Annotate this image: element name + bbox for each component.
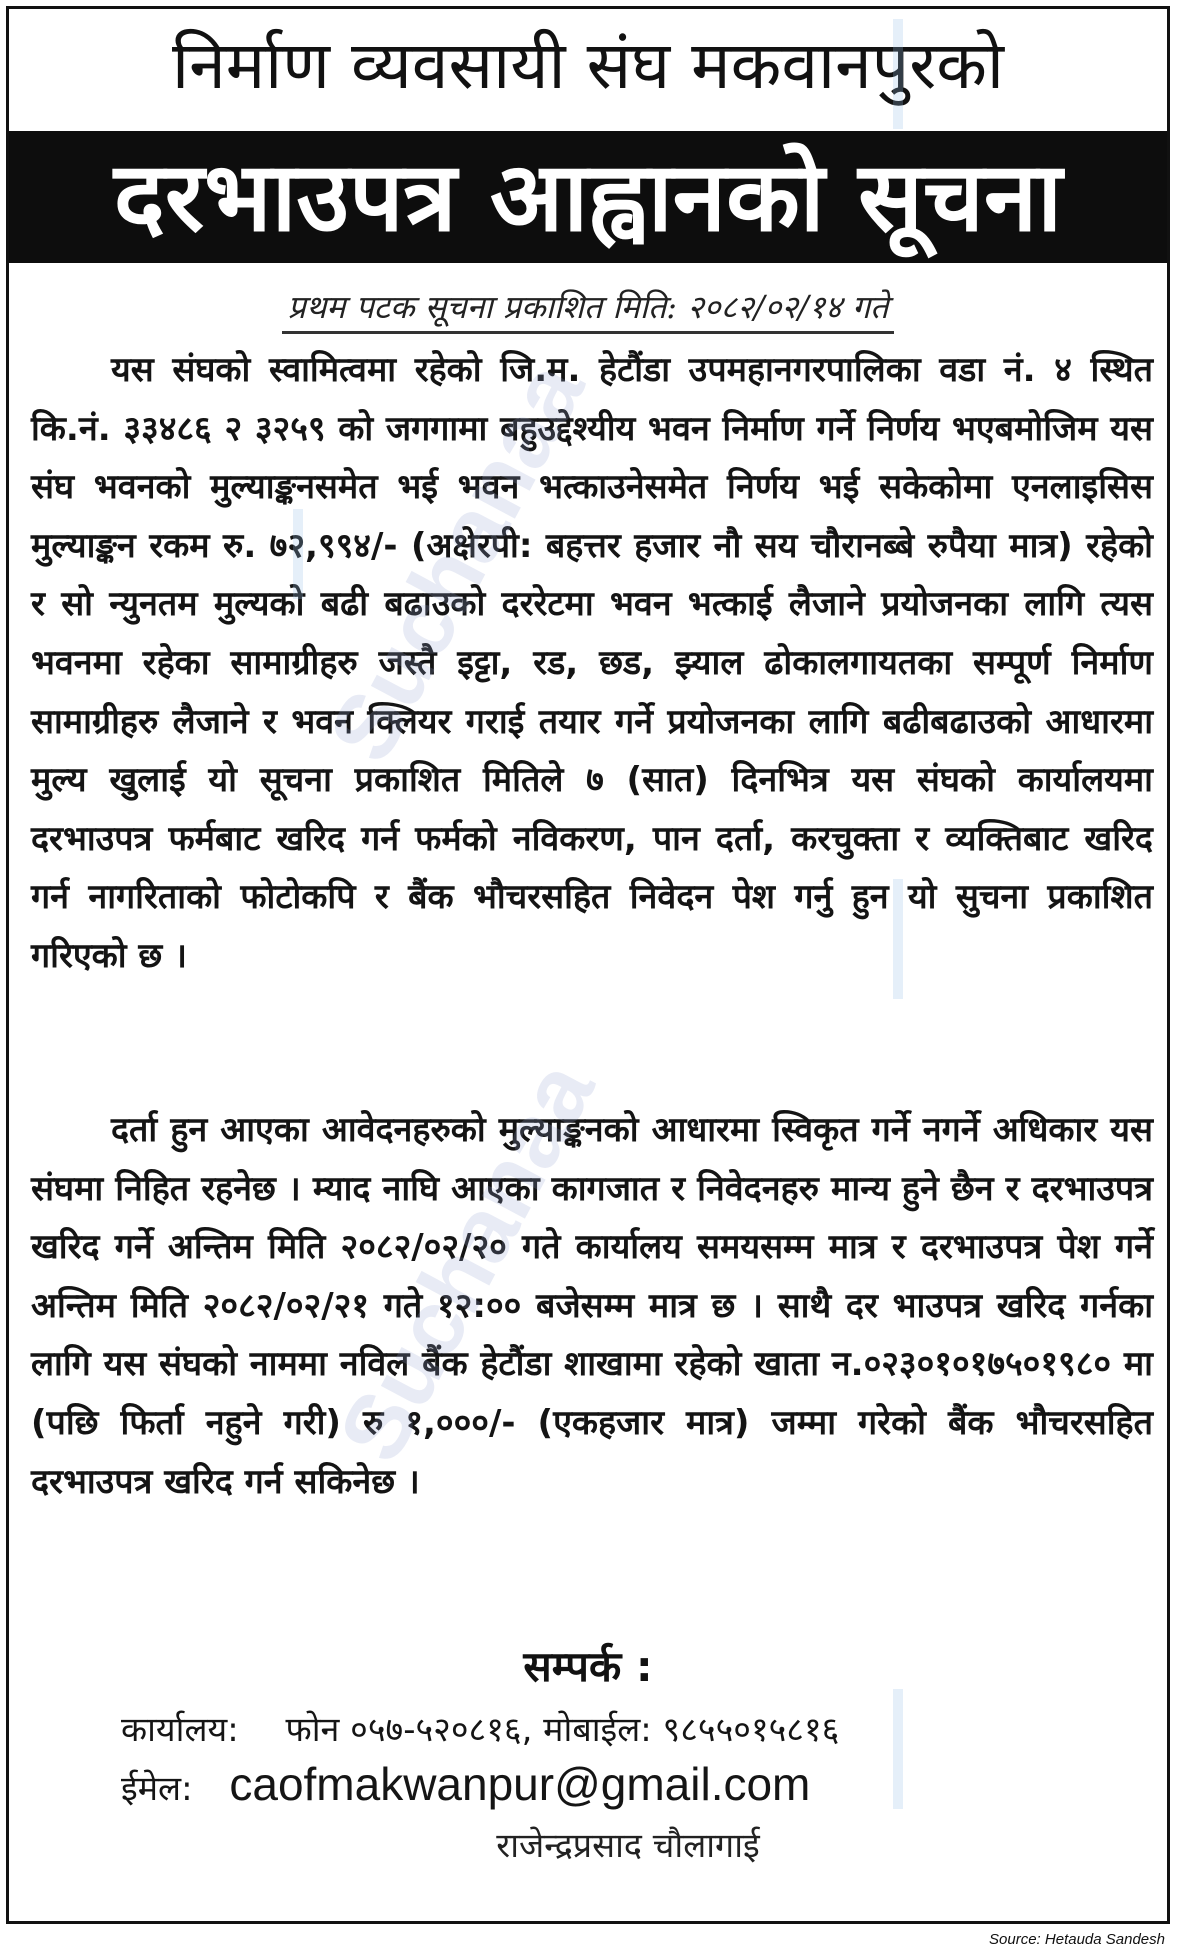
office-label: कार्यालय: bbox=[121, 1710, 239, 1750]
office-phone: फोन ०५७-५२०८१६, मोबाईल: ९८५५०१५८१६ bbox=[285, 1710, 840, 1750]
notice-paragraph-2 bbox=[31, 1101, 1153, 1511]
publication-date-line bbox=[9, 285, 1167, 334]
watermark-text-lower: Suchanaa bbox=[319, 1045, 614, 1478]
contact-heading: सम्पर्क : bbox=[523, 1642, 653, 1691]
source-credit: Source: Hetauda Sandesh bbox=[989, 1931, 1165, 1948]
paragraph-2-text: दर्ता हुन आएका आवेदनहरुको मुल्याङ्कनको आधारमा स्विकृत गर्ने नगर्ने अधिकार यस संघमा निहित रहनेछ । म्याद नाघि आएका कागजात र निवेदनहरु मान्य हुने छैन र दरभाउपत्र खरिद गर्ने अन्तिम मिति २०८२/०२/२० गते कार्यालय समयसम्म मात्र र दरभाउपत्र पेश गर्ने अन्तिम मिति २०८२/०२/२१ गते १२:०० बजेसम्म मात्र छ । साथै दर भाउपत्र खरिद गर्नका लागि यस संघको नाममा नविल बैंक हेटौंडा शाखामा रहेको खाता न.०२३०१०१७५०१९८० मा (पछि फिर्ता नहुने गरी) रु १,०००/- (एकहजार मात्र) जम्मा गरेको बैंक भौचरसहित दरभाउपत्र खरिद गर्न सकिनेछ । bbox=[31, 1110, 1153, 1502]
watermark-text: Suchanaa bbox=[309, 345, 604, 778]
office-contact-line bbox=[121, 1705, 839, 1755]
email-label: ईमेल: bbox=[121, 1769, 193, 1809]
signatory-name: राजेन्द्रप्रसाद चौलागाई bbox=[496, 1826, 760, 1866]
notice-banner-title: दरभाउपत्र आह्वानको सूचना bbox=[9, 131, 1167, 263]
email-address: caofmakwanpur@gmail.com bbox=[229, 1758, 811, 1810]
email-contact-line bbox=[121, 1759, 810, 1814]
notice-paragraph-1 bbox=[31, 341, 1153, 986]
watermark-stripe bbox=[893, 1689, 903, 1809]
paragraph-1-text: यस संघको स्वामित्वमा रहेको जि.म. हेटौंडा उपमहानगरपालिका वडा नं. ४ स्थित कि.नं. ३३४८६ २ ३२५९ को जगगामा बहुउद्देश्यीय भवन निर्माण गर्ने निर्णय भएबमोजिम यस संघ भवनको मुल्याङ्कनसमेत भई भवन भत्काउनेसमेत निर्णय भई सकेकोमा एनलाइसिस मुल्याङ्कन रकम रु. ७२,९९४/- (अक्षेरपी: बहत्तर हजार नौ सय चौरानब्बे रुपैया मात्र) रहेको र सो न्युनतम मुल्यको बढी बढाउको दररेटमा भवन भत्काई लैजाने प्रयोजनका लागि त्यस भवनमा रहेका सामाग्रीहरु जस्तै इट्टा, रड, छड, झ्याल ढोकालगायतका सम्पूर्ण निर्माण सामाग्रीहरु लैजाने र भवन क्लियर गराई तयार गर्ने प्रयोजनका लागि बढीबढाउको आधारमा मुल्य खुलाई यो सूचना प्रकाशित मितिले ७ (सात) दिनभित्र यस संघको कार्यालयमा दरभाउपत्र फर्मबाट खरिद गर्न फर्मको नविकरण, पान दर्ता, करचुक्ता र व्यक्तिबाट खरिद गर्न नागरिताको फोटोकपि र बैंक भौचरसहित निवेदन पेश गर्नु हुन यो सुचना प्रकाशित गरिएको छ । bbox=[31, 350, 1153, 976]
organization-title: निर्माण व्यवसायी संघ मकवानपुरको bbox=[171, 27, 1005, 104]
publication-date-text: प्रथम पटक सूचना प्रकाशित मिति: २०८२/०२/१४ गते bbox=[282, 285, 895, 334]
notice-frame bbox=[6, 6, 1170, 1924]
